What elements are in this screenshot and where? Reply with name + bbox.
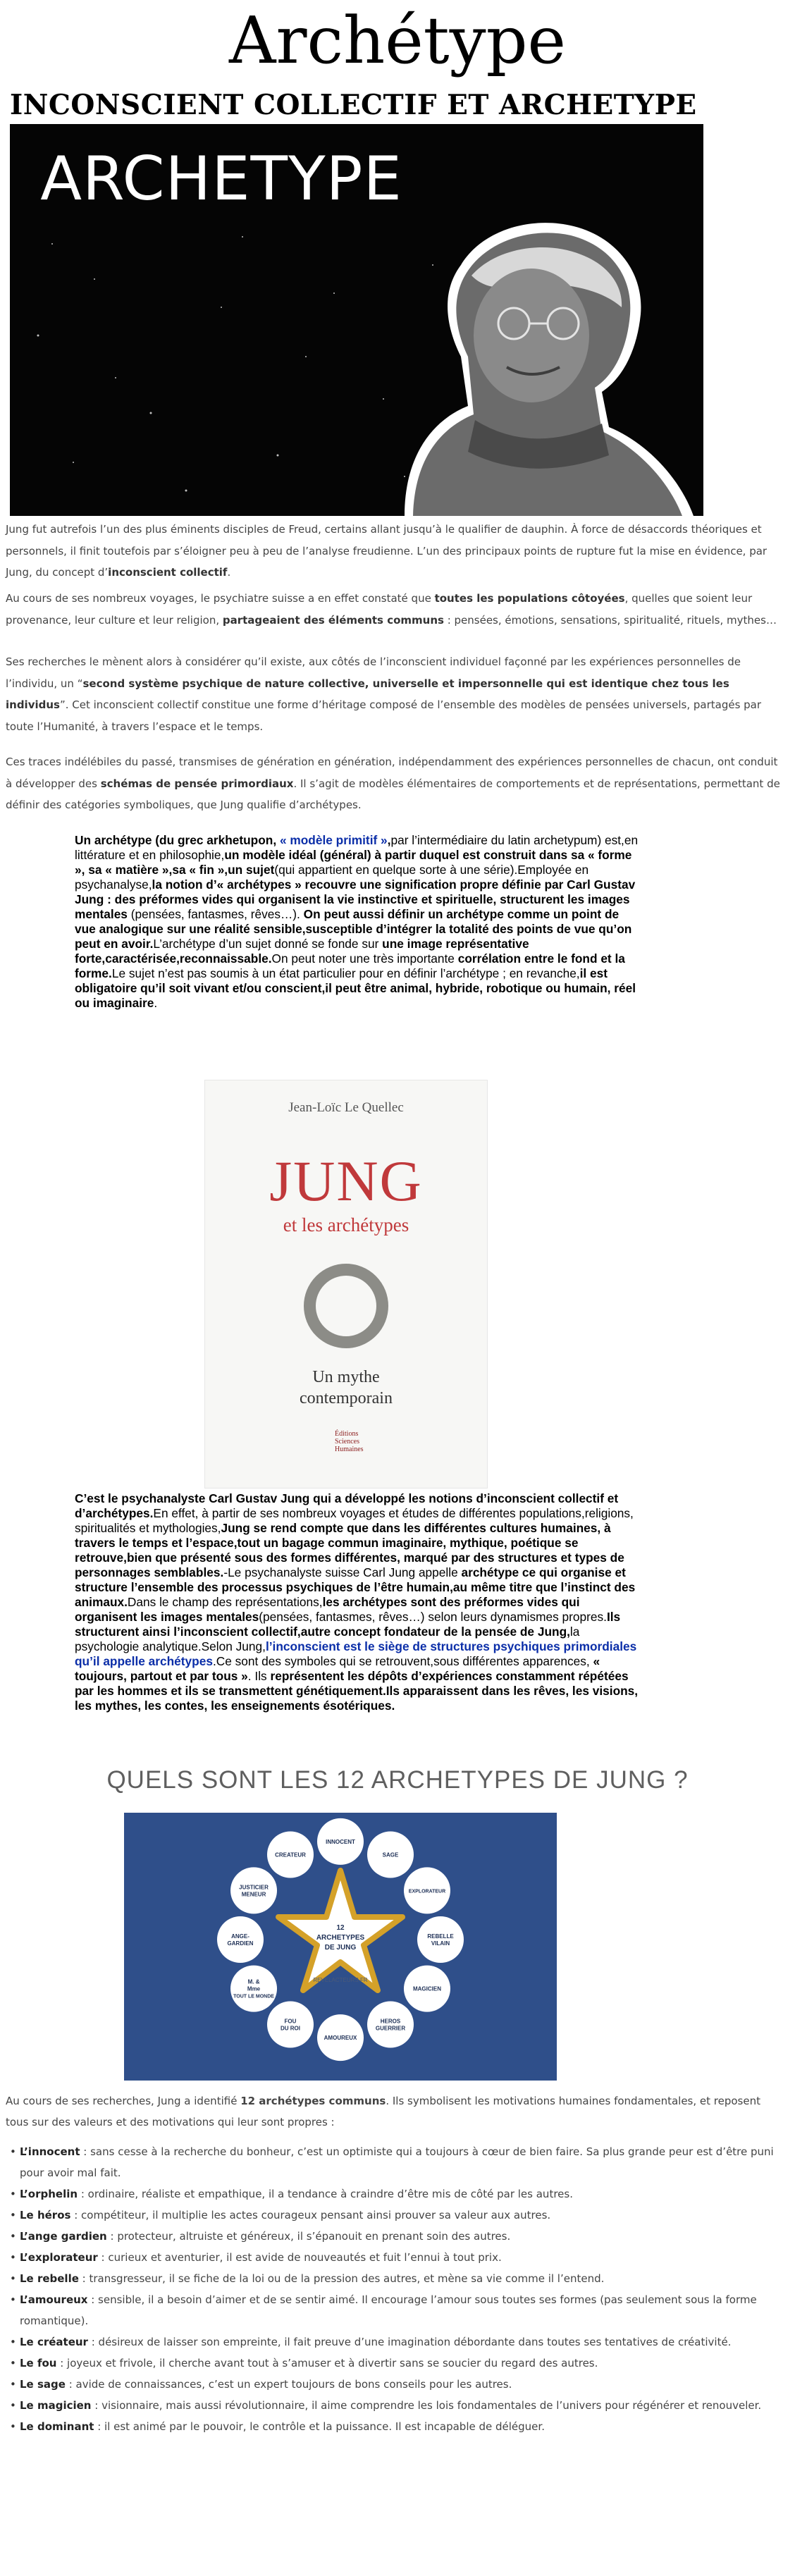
archetype-node [217,1916,264,1963]
text-run: (pensées, fantasmes, rêves…) selon leurs dynamismes propres. [259,1610,607,1624]
text-run: On peut noter une très importante [271,951,458,966]
archetype-node-label: AMOUREUX [323,2035,357,2042]
archetype-name: L’explorateur [20,2251,98,2264]
archetype-description: : visionnaire, mais aussi révolutionnaire, il aime comprendre les lois fondamentales de l’univers pour régénérer et renouveler. [91,2399,762,2412]
emphasis-text: une image représentative forte,caractérisée,reconnaissable. [75,937,529,966]
ouroboros-ring-icon [304,1264,388,1348]
archetype-description: : avide de connaissances, c’est un expert toujours de bons conseils pour les autres. [65,2378,512,2391]
archetypes-diagram [124,1813,557,2081]
emphasis-text: toutes les populations côtoyées [434,592,625,605]
text-run: . Il s’agit de modèles élémentaires de comportements et de représentations, permettant de définir des catégories symboliques, que Jung qualifie d’archétypes. [6,777,780,811]
archetypes-wheel [124,1813,557,2081]
text-run: (qui appartient en quelque sorte à une série).Employée en psychanalyse, [75,863,589,892]
emphasis-text: il est obligatoire qu’il soit vivant et/ou conscient,il peut être animal, hybride, robotique ou humain, réel ou imaginaire [75,966,636,1010]
emphasis-text: « modèle primitif » [279,833,388,847]
page-title: Archétype [229,3,566,78]
book-author: Jean-Loïc Le Quellec [288,1100,404,1115]
text-run: (pensées, fantasmes, rêves…). [127,907,304,921]
emphasis-text: archétype ce qui organise et structure l’ensemble des processus psychiques de l’être humain,au même titre que l’instinct des animaux. [75,1565,636,1609]
archetype-description: : il est animé par le pouvoir, le contrôle et la puissance. Il est incapable de déléguer. [94,2420,545,2433]
diagram-watermark: REVELACTEURS.FR [313,1977,368,1983]
emphasis-text: représentent les dépôts d’expériences constamment répétées par les hommes et ils se transmettent génétiquement.Ils apparaissent dans les rêves, les visions, les mythes, les contes, les enseignements ésotériques. [75,1669,639,1713]
archetype-item [10,2395,785,2416]
emphasis-text: C’est le psychanalyste Carl Gustav Jung qui a développé les notions d’inconscient collectif et d’archétypes. [75,1491,619,1520]
emphasis-text: Jung se rend compte que dans les différentes cultures humaines, à travers le temps et l’espace,tout un bagage commun imaginaire, mythique, poétique se retrouve,bien que présenté sous des formes différentes, marqué par des structures et types de personnages semblables. [75,1521,624,1579]
archetype-node-label: REBELLE [427,1933,454,1940]
archetype-item [10,2226,785,2247]
text-run: Jung fut autrefois l’un des plus éminents disciples de Freud, certains allant jusqu’à le qualifier de dauphin. À force de désaccords théoriques et personnels, il finit toutefois par s’éloigner peu à peu de l’analyse freudienne. L’un des principaux points de rupture fut la mise en évidence, par Jung, du concept d’ [6,523,768,579]
archetype-name: L’orphelin [20,2188,78,2200]
emphasis-text: 12 archétypes communs [240,2095,386,2107]
text-run: . [154,996,158,1010]
book-title: JUNG [269,1149,423,1213]
archetype-description: : curieux et aventurier, il est avide de nouveautés et fuit l’ennui à tout prix. [97,2251,502,2264]
archetype-item [10,2247,785,2268]
archetype-node-label: EXPLORATEUR [408,1889,446,1894]
archetypes-intro [6,2090,784,2133]
archetype-node-label: CREATEUR [275,1851,306,1859]
archetype-item [10,2205,785,2226]
book-publisher: Éditions Sciences Humaines [335,1430,364,1453]
emphasis-text: « toujours, partout et par tous » [75,1654,600,1683]
emphasis-text: partageaient des éléments communs [222,613,444,627]
book-cover [204,1080,488,1489]
diagram-center-label: 12 [336,1924,345,1932]
archetype-name: Le fou [20,2357,57,2369]
emphasis-text: second système psychique de nature collective, universelle et impersonnelle qui est identique chez tous les individus [6,677,729,711]
text-run: , quelles que soient leur provenance, leur culture et leur religion, [6,592,753,627]
archetype-node-label: TOUT LE MONDE [233,1994,274,1999]
archetype-item [10,2353,785,2374]
archetype-name: Le héros [20,2209,71,2221]
archetype-description: : sans cesse à la recherche du bonheur, c’est un optimiste qui a toujours à cœur de bien faire. Sa plus grande peur est d’être puni pour avoir mal fait. [20,2145,774,2179]
archetype-node-label: JUSTICIER [239,1884,269,1891]
emphasis-text: corrélation entre le fond et la forme. [75,951,625,980]
hero-text: ARCHETYPE [40,144,402,214]
text-run: Dans le champ des représentations, [127,1595,323,1609]
intro-paragraph [6,519,784,584]
emphasis-text: un modèle idéal (général) à partir duquel est construit dans sa « forme », sa « matière »,sa « fin »,un sujet [75,848,632,877]
section-title: QUELS SONT LES 12 ARCHETYPES DE JUNG ? [106,1766,689,1794]
page-subtitle: INCONSCIENT COLLECTIF ET ARCHETYPE [10,89,697,121]
archetype-node-label: GARDIEN [227,1940,254,1947]
text-run: ”. Cet inconscient collectif constitue une forme d’héritage composé de l’ensemble des modèles de pensées universels, partagés par toute l’Humanité, à travers l’espace et le temps. [6,698,762,733]
archetype-item [10,2183,785,2205]
emphasis-text: inconscient collectif [108,566,228,579]
archetype-description: : sensible, il a besoin d’aimer et de se sentir aimé. Il encourage l’amour sous toutes ses formes (pas seulement sous la forme romantique). [20,2293,757,2327]
text-run: . Ils [247,1669,271,1683]
diagram-center-label: ARCHETYPES [316,1934,365,1942]
archetype-node-label: VILAIN [431,1940,450,1947]
definition-paragraph [75,833,639,1011]
text-run: : pensées, émotions, sensations, spiritualité, rituels, mythes… [443,613,777,627]
text-run: par l’intermédiaire du latin archetypum) est,en littérature et en philosophie, [75,833,639,862]
archetype-description: : transgresseur, il se fiche de la loi ou de la pression des autres, et mène sa vie comme il l’entend. [78,2272,605,2285]
archetype-name: Le rebelle [20,2272,79,2285]
archetype-description: : ordinaire, réaliste et empathique, il a tendance à craindre d’être mis de côté par les autres. [78,2188,573,2200]
archetype-node-label: MAGICIEN [412,1985,441,1992]
archetype-node-label: ANGE- [231,1933,249,1940]
archetype-description: : désireux de laisser son empreinte, il fait preuve d’une imagination débordante dans toutes ses tentatives de créativité. [87,2336,732,2348]
text-run: L’archétype d’un sujet donné se fonde sur [153,937,383,951]
archetype-name: Le dominant [20,2420,94,2433]
archetype-name: Le magicien [20,2399,92,2412]
text-run: .Ce sont des symboles qui se retrouvent,sous différentes apparences, [212,1654,593,1668]
archetype-item [10,2141,785,2183]
archetype-description: : joyeux et frivole, il cherche avant tout à s’amuser et à divertir sans se soucier du regard des autres. [56,2357,598,2369]
text-run: -Le psychanalyste suisse Carl Jung appelle [223,1565,462,1579]
text-run: Le sujet n’est pas soumis à un état particulier pour en définir l’archétype ; en revanche, [111,966,580,980]
archetype-node-label: INNOCENT [326,1838,355,1845]
archetype-node-label: HEROS [380,2018,401,2025]
emphasis-text: l’inconscient est le siège de structures psychiques primordiales qu’il appelle archétypes [75,1639,637,1668]
archetype-node [417,1916,464,1963]
emphasis-text: les archétypes sont des préformes vides qui organisent les images mentales [75,1595,580,1624]
archetype-item [10,2268,785,2289]
intro-paragraph [6,751,784,816]
hero-banner [10,124,703,516]
emphasis-text: schémas de pensée primordiaux [100,777,294,790]
archetype-node-label: DU ROI [281,2025,300,2032]
book-subtitle: et les archétypes [283,1214,409,1235]
diagram-center-label: DE JUNG [324,1944,357,1952]
archetype-name: L’ange gardien [20,2230,107,2243]
text-run: En effet, à partir de ses nombreux voyages et études de différentes populations,religions, spiritualités et mythologies, [75,1506,634,1535]
emphasis-text: On peut aussi définir un archétype comme un point de vue analogique sur une réalité sensible,susceptible d’intégrer la totalité des points de vue qu’on peut en avoir. [75,907,632,951]
emphasis-text: Ils structurent ainsi l’inconscient collectif,autre concept fondateur de la pensée de Jung, [75,1610,621,1639]
text-run: . [227,566,231,579]
jung-paragraph [75,1491,639,1713]
archetypes-list [10,2141,785,2437]
archetype-node-label: SAGE [382,1851,399,1859]
archetype-node-label: FOU [284,2018,297,2025]
archetype-item [10,2289,785,2331]
archetype-description: : protecteur, altruiste et généreux, il s’épanouit en prenant soin des autres. [106,2230,511,2243]
text-run: . Ils symbolisent les motivations humaines fondamentales, et reposent tous sur des valeurs et des motivations qui leur sont propres : [6,2095,760,2128]
archetype-item [10,2331,785,2353]
intro-paragraph [6,588,784,631]
archetype-item [10,2416,785,2437]
text-run: Au cours de ses nombreux voyages, le psychiatre suisse a en effet constaté que [6,592,435,605]
emphasis-text: , [387,833,391,847]
text-run: la psychologie analytique.Selon Jung, [75,1625,580,1653]
emphasis-text: Un archétype (du grec arkhetupon, [75,833,280,847]
text-run: Ces traces indélébiles du passé, transmises de génération en génération, indépendamment des expériences personnelles de chacun, ont conduit à développer des [6,756,778,790]
archetype-item [10,2374,785,2395]
archetype-name: L’innocent [20,2145,80,2158]
archetype-node-label: GUERRIER [375,2025,406,2032]
archetype-node-label: MENEUR [241,1891,266,1898]
text-run: Au cours de ses recherches, Jung a identifié [6,2095,241,2107]
archetype-name: Le créateur [20,2336,88,2348]
archetype-description: : compétiteur, il multiplie les actes courageux pensant ainsi prouver sa valeur aux autres. [70,2209,551,2221]
intro-paragraph [6,651,784,737]
archetype-node-label: Mme [247,1985,261,1992]
book-tagline: Un mythe contemporain [300,1368,393,1407]
archetype-name: Le sage [20,2378,66,2391]
text-run: Ses recherches le mènent alors à considérer qu’il existe, aux côtés de l’inconscient individuel façonné par les expériences personnelles de l’individu, un “ [6,655,741,690]
archetype-name: L’amoureux [20,2293,88,2306]
emphasis-text: la notion d’« archétypes » recouvre une signification propre définie par Carl Gustav Jung : des préformes vides qui organisent la vie instinctive et spirituelle, structurent les images mentales [75,877,636,921]
archetype-node-label: M. & [247,1978,260,1985]
